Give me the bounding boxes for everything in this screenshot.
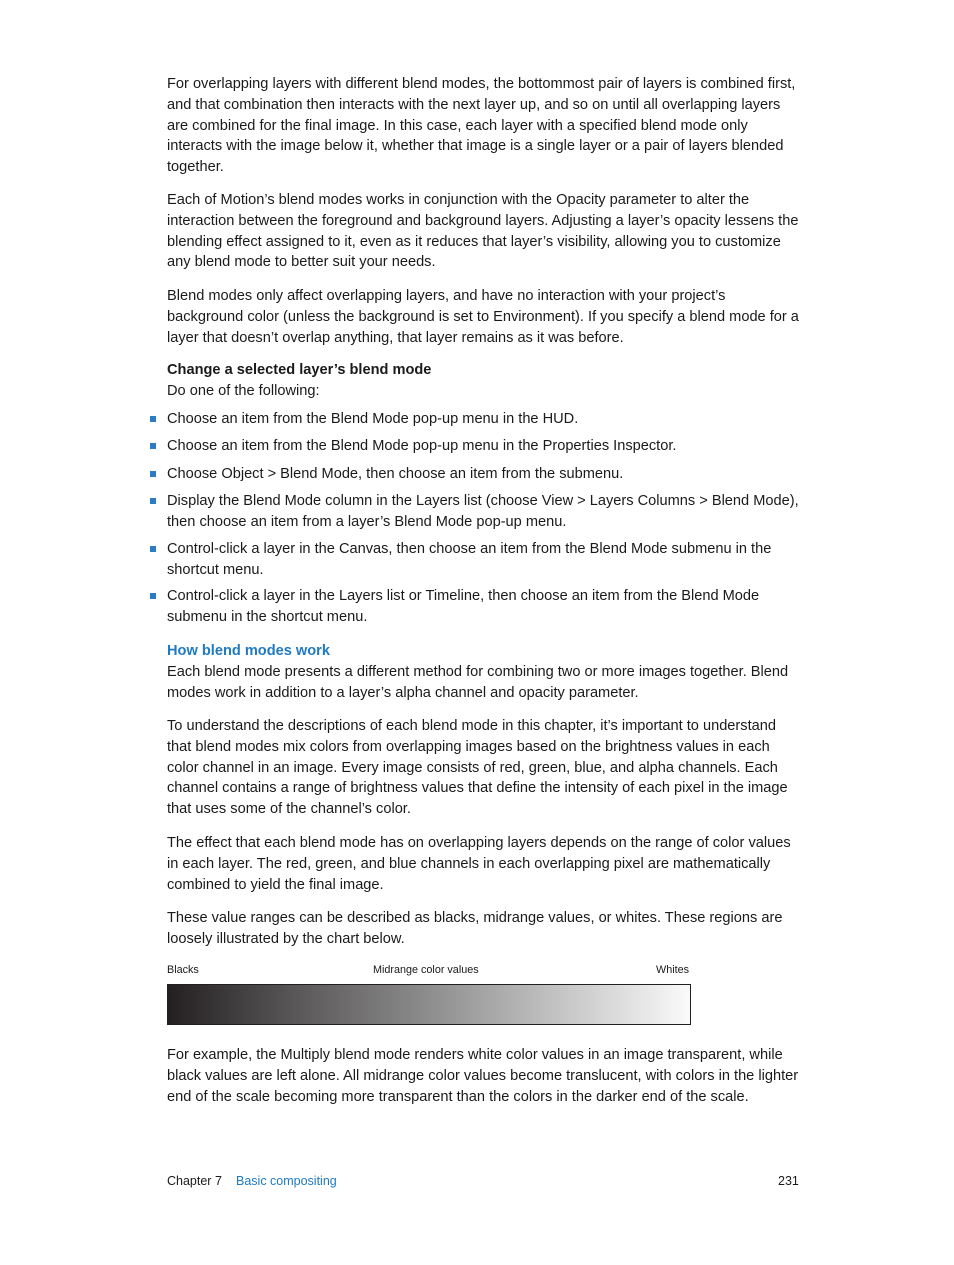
bullet-square-icon	[150, 593, 156, 599]
footer-chapter-title-link[interactable]: Basic compositing	[236, 1174, 337, 1188]
paragraph-opacity: Each of Motion’s blend modes works in conjunction with the Opacity parameter to alter the interaction between the foreground and background layers. Adjusting a layer’s opacity lessens the blending effect assigned to it, even as it reduces that layer’s visibility, allowing you to customize any blend mode to better suit your needs.	[167, 192, 799, 271]
list-item-text: Control-click a layer in the Canvas, then choose an item from the Blend Mode submenu in the shortcut menu.	[167, 541, 772, 578]
paragraph-blend-mode-intro: Each blend mode presents a different method for combining two or more images together. Blend modes work in addition to a layer’s alpha channel and opacity parameter.	[167, 664, 789, 701]
list-item-text: Control-click a layer in the Layers list or Timeline, then choose an item from the Blend Mode submenu in the shortcut menu.	[167, 588, 760, 625]
bullet-square-icon	[150, 546, 156, 552]
section-heading: How blend modes work	[167, 643, 330, 659]
paragraph-background: Blend modes only affect overlapping layers, and have no interaction with your project’s background color (unless the background is set to Environment). If you specify a blend mode for a layer that doesn’t overlap anything, that layer remains as it was before.	[167, 288, 799, 346]
bullet-square-icon	[150, 498, 156, 504]
bullet-square-icon	[150, 416, 156, 422]
list-item-text: Display the Blend Mode column in the Layers list (choose View > Layers Columns > Blend Mode), then choose an item from a layer’s Blend Mode pop-up menu.	[167, 493, 799, 530]
paragraph-color-ranges: The effect that each blend mode has on overlapping layers depends on the range of color values in each layer. The red, green, and blue channels in each overlapping pixel are mathematically combined to yield the final image.	[167, 835, 791, 893]
task-intro: Do one of the following:	[167, 383, 320, 399]
paragraph-color-channels: To understand the descriptions of each blend mode in this chapter, it’s important to understand that blend modes mix colors from overlapping images based on the brightness values in each color channel in an image. Every image consists of red, green, blue, and alpha channels. Each channel contains a range of brightness values that define the intensity of each pixel in the image that uses some of the channel’s color.	[167, 718, 788, 818]
footer-page-number: 231	[778, 1174, 799, 1188]
list-item-text: Choose an item from the Blend Mode pop-up menu in the Properties Inspector.	[167, 438, 677, 454]
paragraph-multiply-example: For example, the Multiply blend mode renders white color values in an image transparent, while black values are left alone. All midrange color values become translucent, with colors in the lighter end of the scale becoming more transparent than the colors in the darker end of the scale.	[167, 1047, 799, 1105]
list-item-text: Choose an item from the Blend Mode pop-up menu in the HUD.	[167, 411, 579, 427]
gradient-label-midrange: Midrange color values	[373, 964, 479, 976]
bullet-square-icon	[150, 443, 156, 449]
list-item-text: Choose Object > Blend Mode, then choose an item from the submenu.	[167, 466, 624, 482]
gradient-label-blacks: Blacks	[167, 964, 199, 976]
task-heading: Change a selected layer’s blend mode	[167, 362, 432, 378]
brightness-gradient-bar	[167, 984, 691, 1025]
bullet-square-icon	[150, 471, 156, 477]
paragraph-value-ranges: These value ranges can be described as blacks, midrange values, or whites. These regions are loosely illustrated by the chart below.	[167, 910, 783, 947]
footer-chapter: Chapter 7	[167, 1174, 222, 1188]
paragraph-overlapping-layers: For overlapping layers with different blend modes, the bottommost pair of layers is combined first, and that combination then interacts with the next layer up, and so on until all overlapping layers are combined for the final image. In this case, each layer with a specified blend mode only interacts with the image below it, whether that image is a single layer or a pair of layers blended together.	[167, 76, 796, 176]
gradient-label-whites: Whites	[656, 964, 689, 976]
